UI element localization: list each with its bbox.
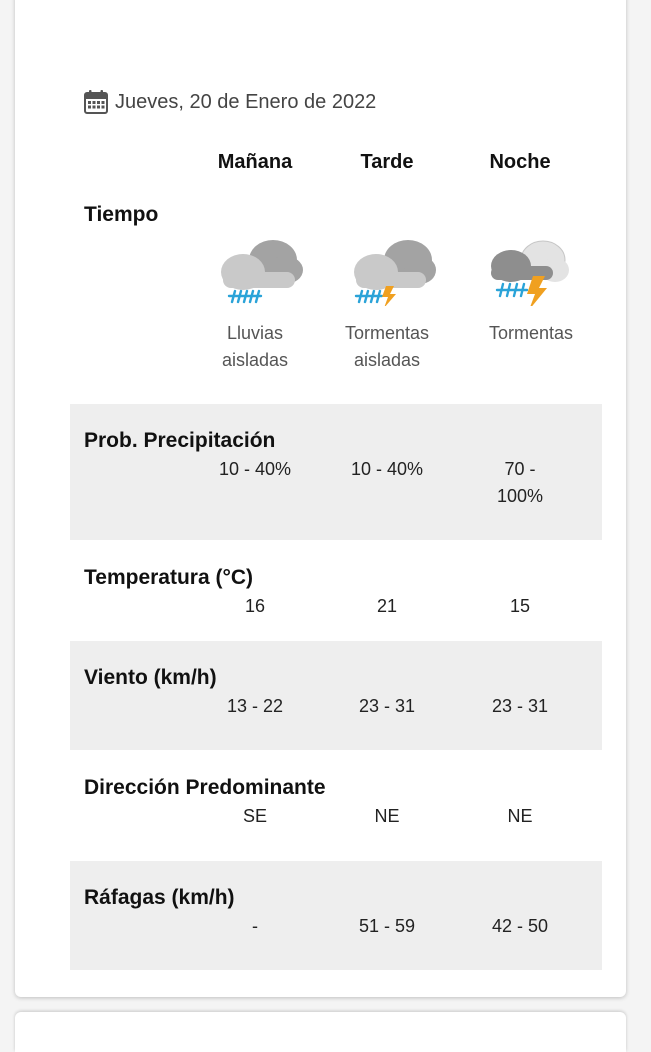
period-night: Noche (489, 151, 551, 173)
row-label-gusts: Ráfagas (km/h) (84, 886, 235, 909)
cloud-rain-icon (215, 236, 305, 306)
forecast-date (83, 88, 376, 116)
row-label-direction: Dirección Predominante (84, 776, 326, 799)
value-precip-morning (195, 456, 315, 483)
weather-desc-afternoon (322, 320, 452, 374)
desc-line: aisladas (353, 350, 421, 370)
value-precip-night (460, 456, 580, 510)
weather-desc-morning (190, 320, 320, 374)
desc-line: Tormentas (344, 323, 430, 343)
value-gusts-night: 42 - 50 (491, 916, 549, 936)
value-dir-morning: SE (242, 806, 267, 826)
row-label-temperature: Temperatura (°C) (84, 566, 254, 589)
value-gusts-afternoon: 51 - 59 (358, 916, 416, 936)
value-wind-afternoon: 23 - 31 (358, 696, 416, 716)
desc-line: aisladas (221, 350, 289, 370)
calendar-icon (83, 89, 109, 115)
value-line: 10 - 40% (350, 459, 424, 479)
row-label-wind: Viento (km/h) (84, 666, 217, 689)
value-temp-morning: 16 (244, 596, 266, 616)
value-gusts-morning: - (252, 916, 258, 936)
weather-desc-night (466, 320, 596, 347)
value-wind-morning: 13 - 22 (226, 696, 284, 716)
cloud-night-storm-icon (483, 236, 573, 306)
cloud-storm-icon (348, 236, 438, 306)
value-precip-afternoon (327, 456, 447, 483)
date-text: Jueves, 20 de Enero de 2022 (115, 90, 377, 113)
value-dir-night: NE (507, 806, 533, 826)
row-label-precipitation: Prob. Precipitación (84, 429, 276, 452)
value-wind-night: 23 - 31 (491, 696, 549, 716)
value-temp-afternoon: 21 (376, 596, 398, 616)
value-temp-night: 15 (509, 596, 531, 616)
desc-line: Tormentas (488, 323, 574, 343)
period-morning: Mañana (217, 151, 293, 173)
weather-label: Tiempo (84, 203, 159, 226)
value-line: 70 - (504, 459, 536, 479)
period-afternoon: Tarde (360, 151, 414, 173)
value-line: 100% (496, 486, 544, 506)
value-dir-afternoon: NE (374, 806, 400, 826)
value-line: 10 - 40% (218, 459, 292, 479)
desc-line: Lluvias (226, 323, 284, 343)
next-card (15, 1012, 626, 1052)
